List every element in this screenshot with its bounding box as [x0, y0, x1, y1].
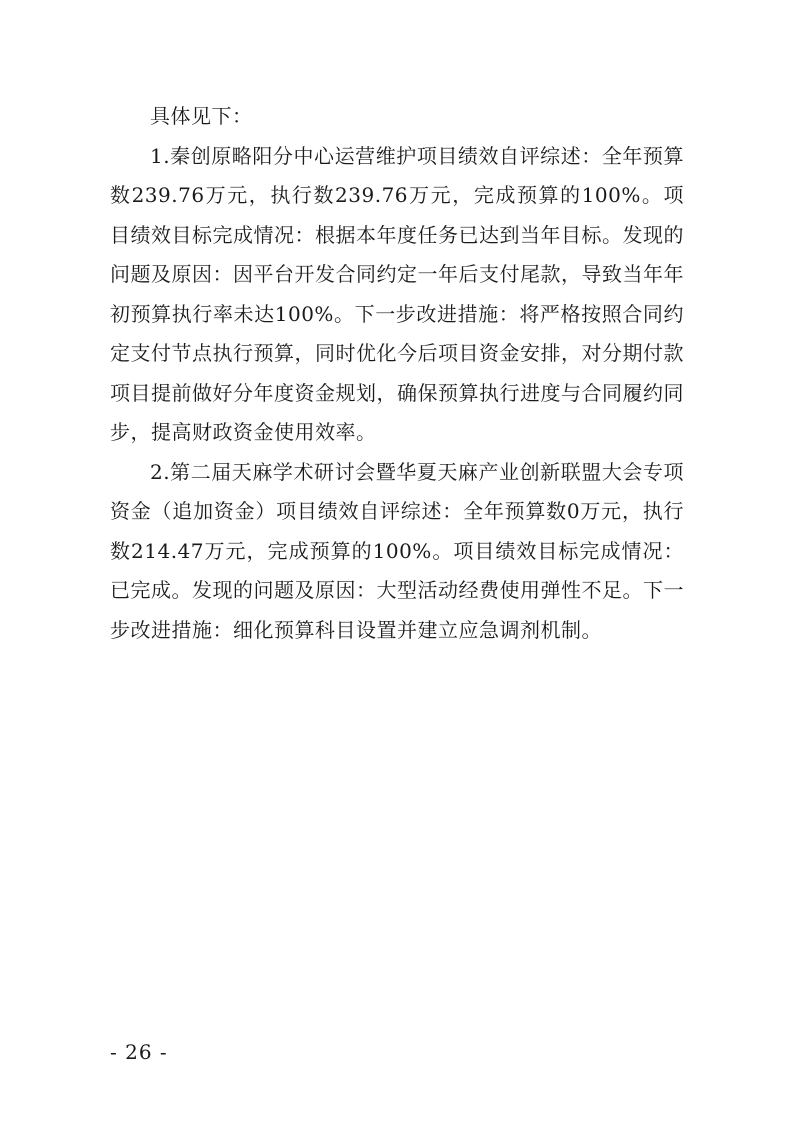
page-number: - 26 - [110, 1040, 168, 1064]
paragraph-item-2: 2.第二届天麻学术研讨会暨华夏天麻产业创新联盟大会专项资金（追加资金）项目绩效自评综述：全年预算数0万元，执行数214.47万元，完成预算的100%。项目绩效目标完成情况：已完成。发现的问题及原因：大型活动经费使用弹性不足。下一步改进措施：细化预算科目设置并建立应急调剂机制。 [110, 459, 684, 642]
paragraph-item-1: 1.秦创原略阳分中心运营维护项目绩效自评综述：全年预算数239.76万元，执行数239.76万元，完成预算的100%。项目绩效目标完成情况：根据本年度任务已达到当年目标。发现的问题及原因：因平台开发合同约定一年后支付尾款，导致当年年初预算执行率未达100%。下一步改进措施：将严格按照合同约定支付节点执行预算，同时优化今后项目资金安排，对分期付款项目提前做好分年度资金规划，确保预算执行进度与合同履约同步，提高财政资金使用效率。 [110, 143, 684, 444]
document-body [110, 97, 684, 650]
paragraph-intro: 具体见下： [150, 104, 253, 128]
